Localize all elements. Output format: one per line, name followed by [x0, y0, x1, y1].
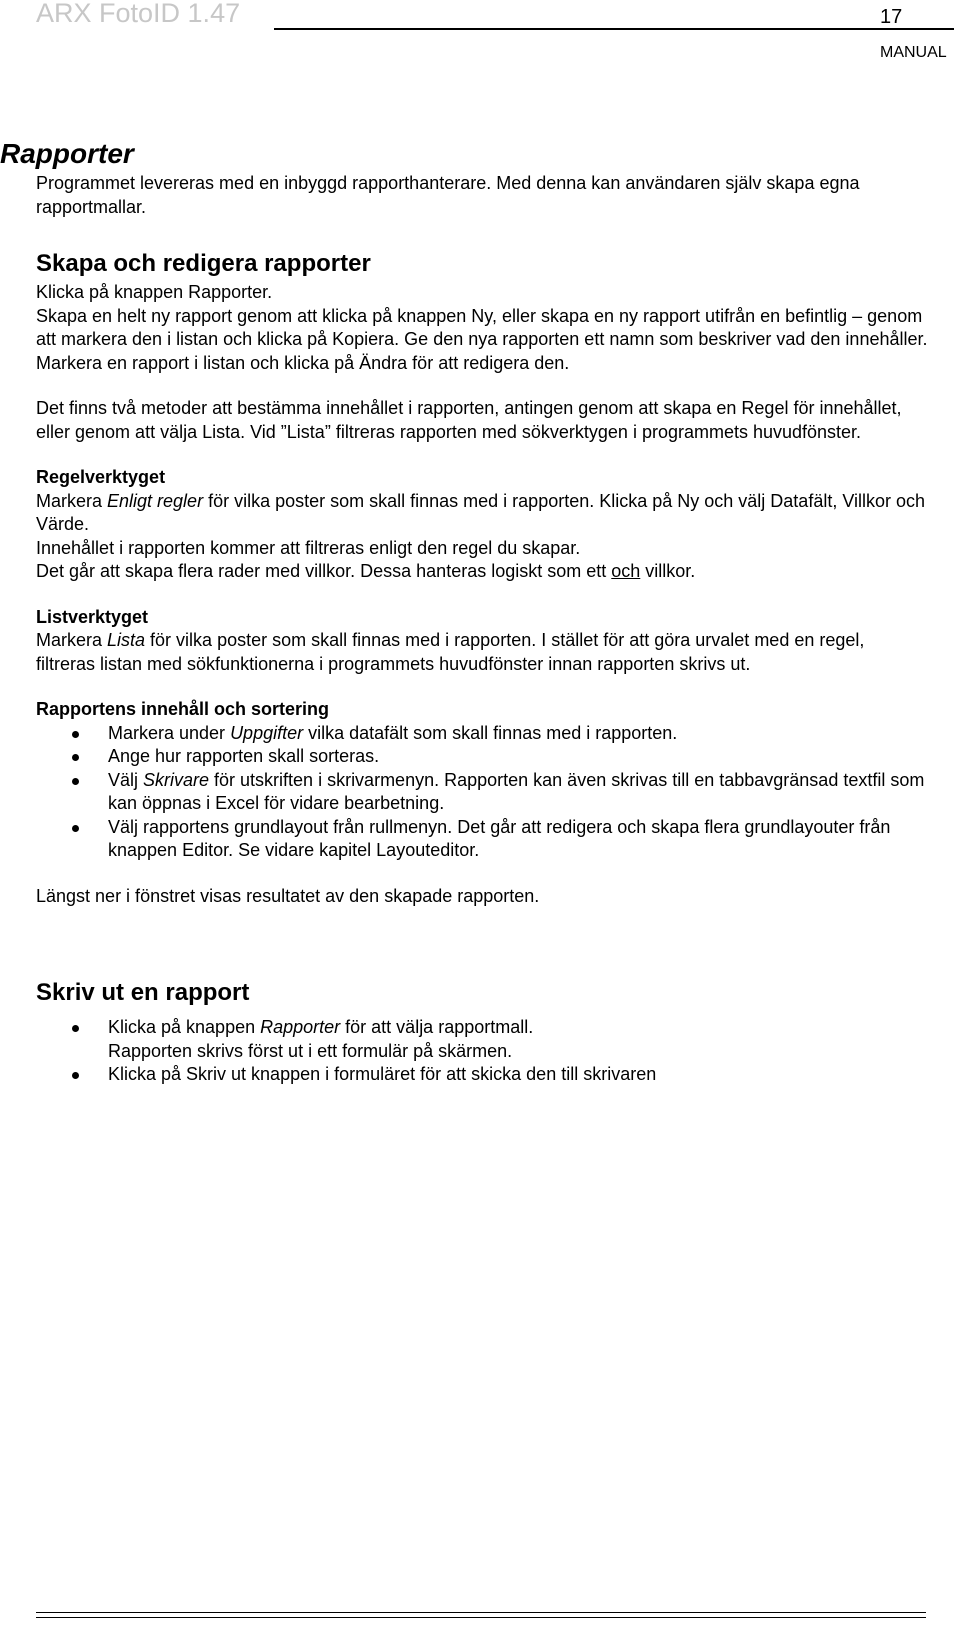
- text-run: villkor.: [640, 561, 696, 581]
- text-run: Klicka på Skriv ut knappen i formuläret för att skicka den till skrivaren: [108, 1064, 657, 1084]
- text-run: Det går att skapa flera rader med villkor. Dessa hanteras logiskt som ett: [36, 561, 612, 581]
- skapa-paragraph-3: Det finns två metoder att bestämma innehållet i rapporten, antingen genom att skapa en Regel för innehållet, eller genom att välja Lista. Vid ”Lista” filtreras rapporten med sökverktygen i programmets huvudfönster.: [36, 398, 902, 442]
- bullet-icon: [72, 778, 79, 785]
- innehall-list: [0, 722, 928, 863]
- text-run: Välj rapportens grundlayout från rullmenyn. Det går att redigera och skapa flera grundlayouter från knappen Editor. Se vidare kapitel Layouteditor.: [108, 816, 891, 860]
- lista-paragraph: [0, 629, 928, 676]
- text-run: för vilka poster som skall finnas med i rapporten. Klicka på Ny och välj Datafält, Villkor och Värde.: [36, 490, 926, 534]
- footer-rule: [36, 1612, 926, 1613]
- text-run-italic: Enligt regler: [107, 490, 204, 511]
- page-number: 17: [880, 6, 903, 28]
- text-run: Välj: [108, 769, 144, 790]
- skapa-paragraph-1: Klicka på knappen Rapporter.: [36, 282, 273, 302]
- text-run: för vilka poster som skall finnas med i rapporten. I stället för att göra urvalet med en regel, filtreras listan med sökfunktionerna i programmets huvudfönster innan rapporten skrivs ut.: [36, 630, 865, 674]
- text-run: för att välja rapportmall.: [340, 1017, 534, 1037]
- header-rule: [274, 28, 954, 30]
- bullet-icon: [72, 731, 79, 738]
- text-run-italic: Rapporter: [260, 1017, 341, 1037]
- text-run: Ange hur rapporten skall sorteras.: [108, 746, 380, 766]
- text-run-italic: Uppgifter: [230, 722, 304, 743]
- innehall-after-paragraph: Längst ner i fönstret visas resultatet av den skapade rapporten.: [36, 885, 540, 906]
- list-item: [108, 816, 928, 863]
- text-run-underlined: och: [611, 561, 641, 581]
- list-item: [108, 1016, 928, 1063]
- text-run: Markera: [36, 630, 108, 650]
- bullet-icon: [72, 825, 79, 832]
- regel-line-3: [0, 560, 928, 584]
- skriv-list: [0, 1016, 928, 1087]
- heading-listverktyget: Listverktyget: [36, 606, 149, 627]
- text-run: vilka datafält som skall finnas med i rapporten.: [303, 722, 678, 743]
- regel-line-2: Innehållet i rapporten kommer att filtreras enligt den regel du skapar.: [36, 537, 581, 558]
- bullet-icon: [72, 1025, 79, 1032]
- text-run-italic: Skrivare: [143, 769, 210, 790]
- text-run: Klicka på knappen: [108, 1017, 261, 1037]
- footer-rule: [36, 1617, 926, 1618]
- heading-skapa-och-redigera: Skapa och redigera rapporter: [36, 250, 371, 277]
- text-run: Markera under: [108, 722, 231, 743]
- intro-paragraph: Programmet levereras med en inbyggd rapporthanterare. Med denna kan användaren själv skapa egna rapportmallar.: [36, 173, 860, 217]
- document-title: ARX FotoID 1.47: [36, 0, 241, 28]
- list-item: [108, 745, 928, 769]
- heading-rapporter: Rapporter: [0, 138, 134, 169]
- list-item: [108, 769, 928, 816]
- list-item: [108, 722, 928, 746]
- heading-skriv-ut: Skriv ut en rapport: [36, 979, 250, 1006]
- text-run: för utskriften i skrivarmenyn. Rapporten kan även skrivas till en tabbavgränsad textfil som kan öppnas i Excel för vidare bearbetning.: [108, 769, 925, 813]
- bullet-icon: [72, 754, 79, 761]
- text-run: Markera: [36, 490, 108, 511]
- skapa-paragraph-2: Skapa en helt ny rapport genom att klicka på knappen Ny, eller skapa en ny rapport utifrån en befintlig – genom att markera den i listan och klicka på Kopiera. Ge den nya rapporten ett namn som beskriver vad den innehåller. Markera en rapport i listan och klicka på Ändra för att redigera den.: [36, 305, 928, 373]
- heading-rapportens-innehall: Rapportens innehåll och sortering: [36, 699, 330, 719]
- manual-label: MANUAL: [880, 44, 947, 61]
- page-content: [0, 136, 928, 1087]
- regel-line-1: [0, 490, 928, 537]
- heading-regelverktyget: Regelverktyget: [36, 467, 166, 487]
- text-run-italic: Lista: [107, 630, 146, 650]
- bullet-icon: [72, 1072, 79, 1079]
- list-item: [108, 1063, 928, 1087]
- text-run: Rapporten skrivs först ut i ett formulär på skärmen.: [108, 1040, 513, 1061]
